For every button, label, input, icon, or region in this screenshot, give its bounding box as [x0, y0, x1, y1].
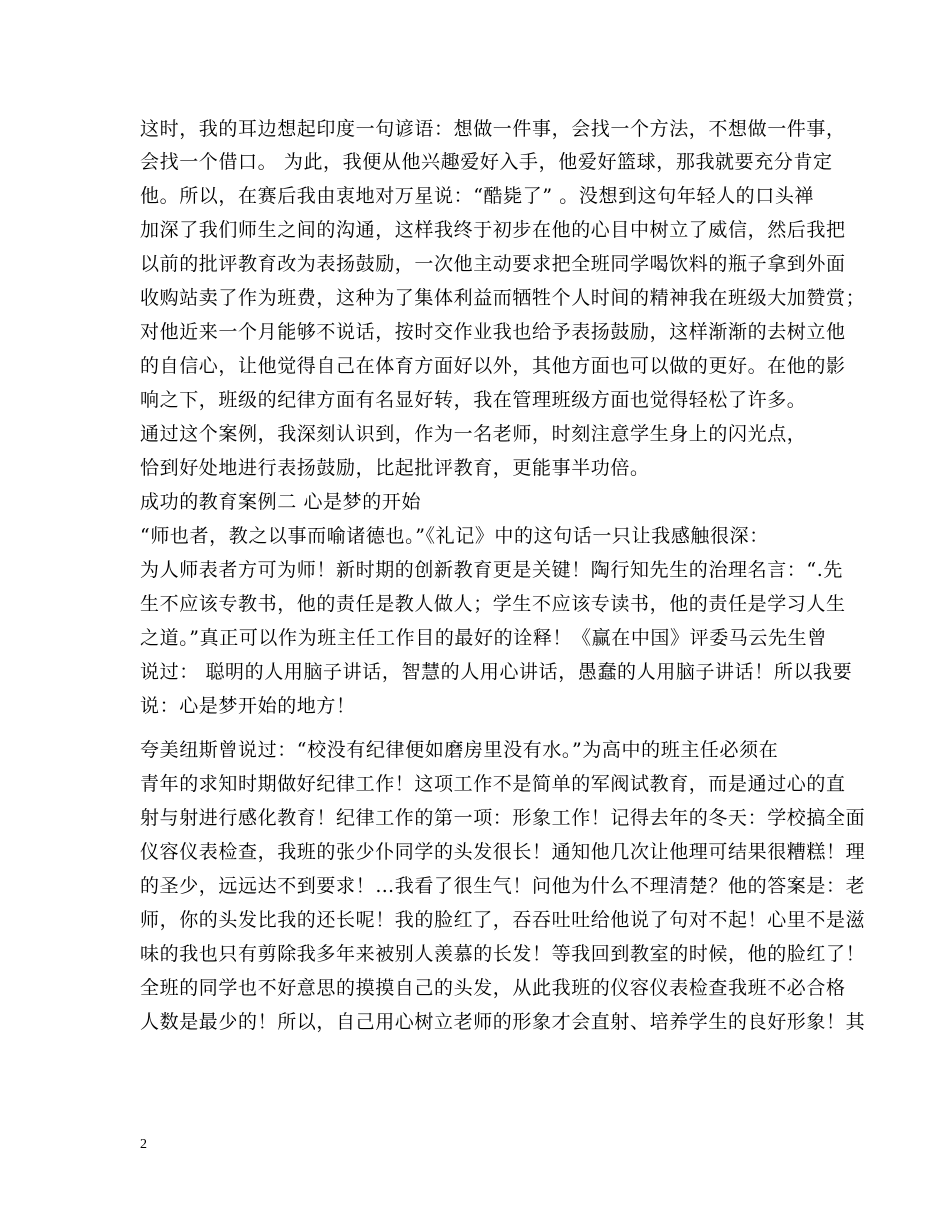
text-line: 的圣少，远远达不到要求！…我看了很生气！问他为什么不理清楚？他的答案是：老 [140, 875, 866, 897]
text-line: 射与射进行感化教育！纪律工作的第一项：形象工作！记得去年的冬天：学校搞全面 [140, 807, 866, 829]
text-line: 的自信心，让他觉得自己在体育方面好以外，其他方面也可以做的更好。在他的影 [140, 355, 846, 377]
text-line: 人数是最少的！所以，自己用心树立老师的形象才会直射、培养学生的良好形象！其 [140, 1011, 866, 1033]
text-line: 恰到好处地进行表扬鼓励，比起批评教育，更能事半功倍。 [140, 457, 650, 479]
text-line: 味的我也只有剪除我多年来被别人羡慕的长发！等我回到教室的时候，他的脸红了！ [140, 943, 866, 965]
text-line: 通过这个案例，我深刻认识到，作为一名老师，时刻注意学生身上的闪光点， [140, 423, 807, 445]
text-line: 生不应该专教书，他的责任是教人做人；学生不应该专读书，他的责任是学习人生 [140, 593, 846, 615]
section-heading: 成功的教育案例二 心是梦的开始 [140, 491, 422, 513]
text-line: 之道。”真正可以作为班主任工作目的最好的诠释！《赢在中国》评委马云先生曾 [140, 627, 827, 649]
text-line: 收购站卖了作为班费，这种为了集体利益而牺牲个人时间的精神我在班级大加赞赏； [140, 287, 866, 309]
text-line: 为人师表者方可为师！新时期的创新教育更是关键！陶行知先生的治理名言：“.先 [140, 559, 843, 581]
text-line: 响之下，班级的纪律方面有名显好转，我在管理班级方面也觉得轻松了许多。 [140, 389, 807, 411]
text-line: 全班的同学也不好意思的摸摸自己的头发，从此我班的仪容仪表检查我班不必合格 [140, 977, 846, 999]
text-line: 青年的求知时期做好纪律工作！这项工作不是简单的军阀试教育，而是通过心的直 [140, 773, 846, 795]
text-line: 说过： 聪明的人用脑子讲话，智慧的人用心讲话，愚蠢的人用脑子讲话！所以我要 [140, 661, 853, 683]
page-number: 2 [140, 1137, 147, 1152]
text-line: 师，你的头发比我的还长呢！我的脸红了，吞吞吐吐给他说了句对不起！心里不是滋 [140, 909, 866, 931]
text-line: 说：心是梦开始的地方！ [140, 695, 356, 717]
text-line: 这时，我的耳边想起印度一句谚语：想做一件事，会找一个方法，不想做一件事， [140, 118, 846, 140]
text-line: 会找一个借口。 为此，我便从他兴趣爱好入手，他爱好篮球，那我就要充分肯定 [140, 151, 833, 173]
text-line: 对他近来一个月能够不说话，按时交作业我也给予表扬鼓励，这样渐渐的去树立他 [140, 321, 846, 343]
text-line: “师也者，教之以事而喻诸德也。”《礼记》中的这句话一只让我感触很深： [140, 525, 769, 547]
text-line: 夸美纽斯曾说过：“校没有纪律便如磨房里没有水。”为高中的班主任必须在 [140, 739, 779, 761]
text-line: 加深了我们师生之间的沟通，这样我终于初步在他的心目中树立了威信，然后我把 [140, 219, 846, 241]
text-line: 以前的批评教育改为表扬鼓励，一次他主动要求把全班同学喝饮料的瓶子拿到外面 [140, 253, 846, 275]
text-line: 仪容仪表检查，我班的张少仆同学的头发很长！通知他几次让他理可结果很糟糕！理 [140, 841, 866, 863]
text-line: 他。所以，在赛后我由衷地对万星说：“酷毙了” 。没想到这句年轻人的口头禅 [140, 185, 815, 207]
